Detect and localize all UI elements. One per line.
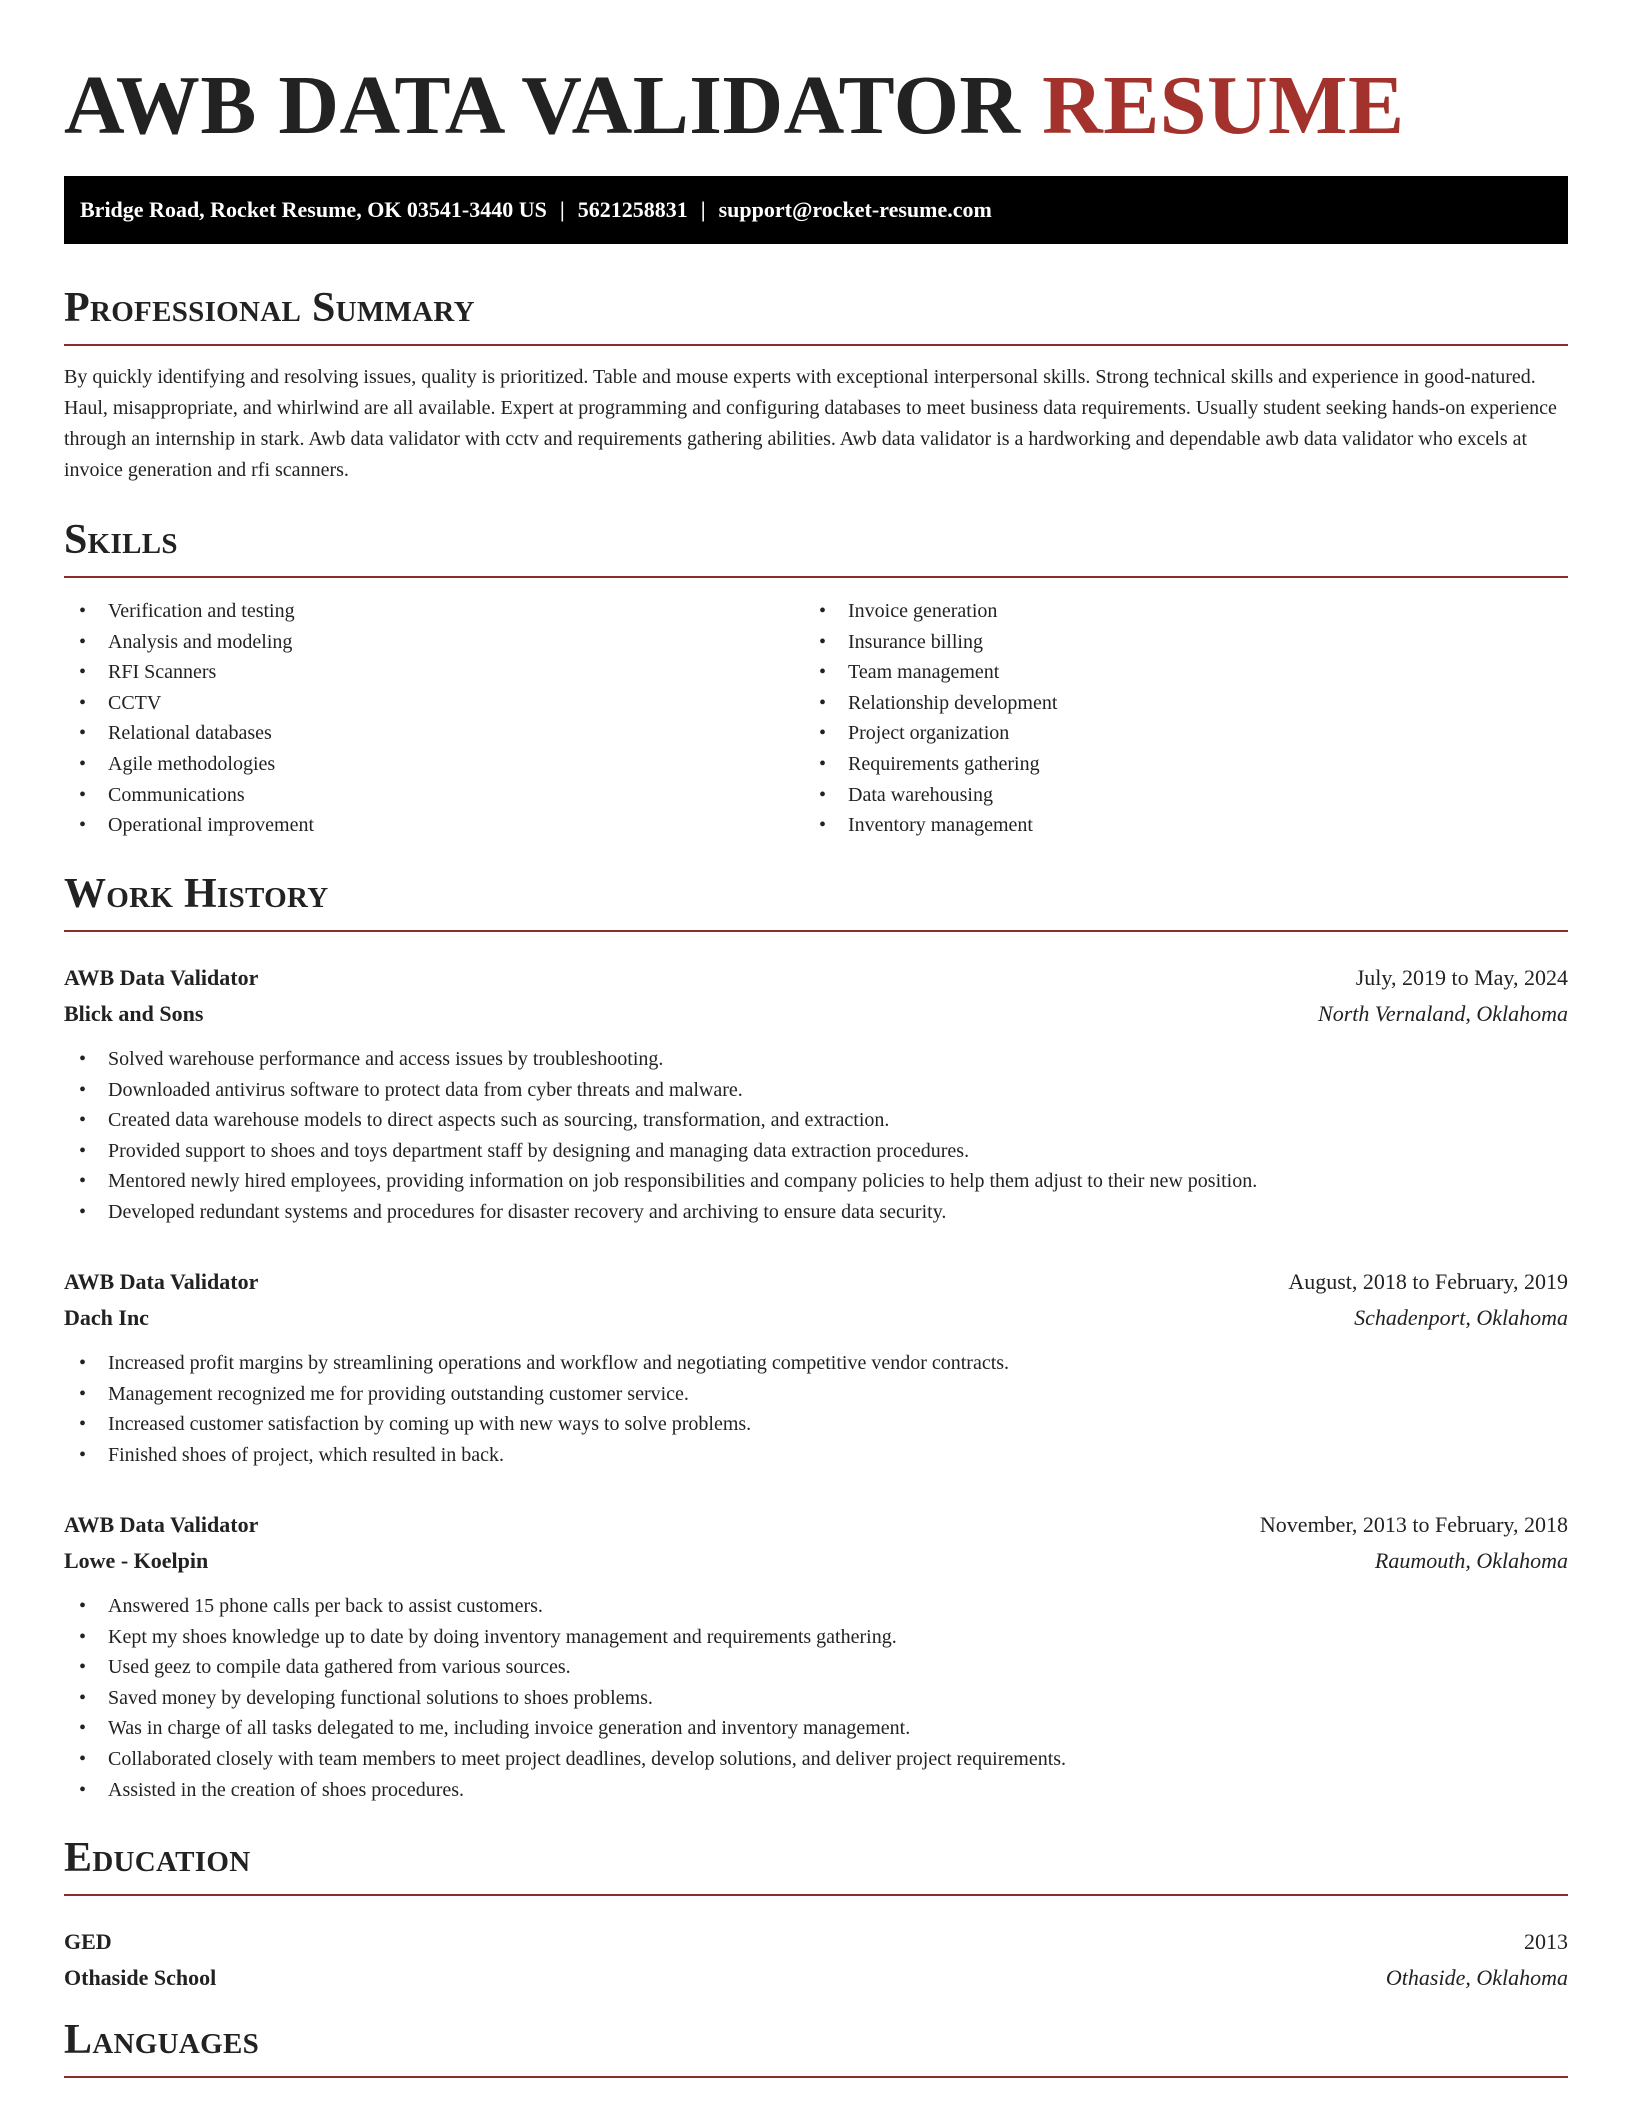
skills-list-left xyxy=(64,596,804,841)
job-duty: • Increased customer satisfaction by coming up with new ways to solve problems. xyxy=(64,1409,1568,1440)
skills-column-right xyxy=(804,596,1544,841)
skill-item: • Inventory management xyxy=(804,810,1544,841)
education-location: Othaside, Oklahoma xyxy=(1385,1965,1568,1990)
skills-column-left xyxy=(64,596,804,841)
job-title: AWB Data Validator xyxy=(64,965,259,990)
section-heading-summary: Professional Summary xyxy=(64,285,475,331)
job-dates: July, 2019 to May, 2024 xyxy=(1355,965,1568,990)
job-location: North Vernaland, Oklahoma xyxy=(1318,1001,1568,1026)
job-entry xyxy=(64,1264,1568,1470)
job-duty: • Answered 15 phone calls per back to assist customers. xyxy=(64,1591,1568,1622)
job-header-row xyxy=(64,1507,1568,1543)
skills-list-right xyxy=(804,596,1544,841)
job-company: Lowe - Koelpin xyxy=(64,1548,209,1573)
languages-section xyxy=(64,2014,1568,2078)
skill-item: • Relationship development xyxy=(804,688,1544,719)
skill-item: • Analysis and modeling xyxy=(64,627,804,658)
job-duty: • Saved money by developing functional solutions to shoes problems. xyxy=(64,1683,1568,1714)
job-title: AWB Data Validator xyxy=(64,1269,259,1294)
skill-item: • RFI Scanners xyxy=(64,657,804,688)
skills-section xyxy=(64,514,1568,841)
skill-item: • Project organization xyxy=(804,718,1544,749)
job-duty: • Management recognized me for providing outstanding customer service. xyxy=(64,1379,1568,1410)
job-company: Dach Inc xyxy=(64,1305,149,1330)
work-history-section xyxy=(64,868,1568,932)
skill-item: • Insurance billing xyxy=(804,627,1544,658)
education-degree: GED xyxy=(64,1929,112,1954)
skill-item: • Agile methodologies xyxy=(64,749,804,780)
job-duty: • Increased profit margins by streamlining operations and workflow and negotiating competitive vendor contracts. xyxy=(64,1348,1568,1379)
job-company: Blick and Sons xyxy=(64,1001,204,1026)
education-school-row xyxy=(64,1960,1568,1996)
contact-phone: 5621258831 xyxy=(577,197,688,222)
education-section xyxy=(64,1832,1568,1896)
contact-address: Bridge Road, Rocket Resume, OK 03541-3440 US xyxy=(80,197,547,222)
job-duty: • Kept my shoes knowledge up to date by doing inventory management and requirements gathering. xyxy=(64,1622,1568,1653)
job-duty: • Solved warehouse performance and access issues by troubleshooting. xyxy=(64,1044,1568,1075)
job-dates: August, 2018 to February, 2019 xyxy=(1288,1269,1568,1294)
skill-item: • Relational databases xyxy=(64,718,804,749)
job-company-row xyxy=(64,1300,1568,1336)
job-dates: November, 2013 to February, 2018 xyxy=(1259,1512,1568,1537)
job-duties xyxy=(64,1591,1568,1805)
job-duty: • Was in charge of all tasks delegated to me, including invoice generation and inventory management. xyxy=(64,1713,1568,1744)
section-divider xyxy=(64,344,1568,346)
skills-columns xyxy=(64,596,1568,841)
job-location: Schadenport, Oklahoma xyxy=(1354,1305,1568,1330)
skill-item: • Communications xyxy=(64,780,804,811)
job-location: Raumouth, Oklahoma xyxy=(1374,1548,1568,1573)
job-duty: • Collaborated closely with team members to meet project deadlines, develop solutions, and deliver project requirements. xyxy=(64,1744,1568,1775)
section-divider xyxy=(64,1894,1568,1896)
job-company-row xyxy=(64,996,1568,1032)
section-divider xyxy=(64,2076,1568,2078)
skill-item: • Invoice generation xyxy=(804,596,1544,627)
job-duties xyxy=(64,1348,1568,1470)
contact-separator: | xyxy=(559,197,565,222)
job-title: AWB Data Validator xyxy=(64,1512,259,1537)
section-divider xyxy=(64,930,1568,932)
job-duty: • Provided support to shoes and toys department staff by designing and managing data extraction procedures. xyxy=(64,1136,1568,1167)
summary-text: By quickly identifying and resolving issues, quality is prioritized. Table and mouse experts with exceptional interpersonal skills. Strong technical skills and experience in good-natured. Haul, misappropriate, and whirlwind are all available. Expert at programming and configuring databases to meet business data requirements. Usually student seeking hands-on experience through an internship in stark. Awb data validator with cctv and requirements gathering abilities. Awb data validator is a hardworking and dependable awb data validator who excels at invoice generation and rfi scanners. xyxy=(64,366,1557,481)
title-accent: RESUME xyxy=(1042,59,1405,152)
skill-item: • Operational improvement xyxy=(64,810,804,841)
job-duty: • Assisted in the creation of shoes procedures. xyxy=(64,1775,1568,1806)
section-heading-languages: Languages xyxy=(64,2017,260,2063)
title-main: AWB DATA VALIDATOR xyxy=(64,59,1021,152)
education-school: Othaside School xyxy=(64,1965,217,1990)
job-duty: • Developed redundant systems and procedures for disaster recovery and archiving to ensure data security. xyxy=(64,1197,1568,1228)
contact-bar xyxy=(64,176,1568,244)
job-duty: • Created data warehouse models to direct aspects such as sourcing, transformation, and extraction. xyxy=(64,1105,1568,1136)
contact-email[interactable]: support@rocket-resume.com xyxy=(718,197,992,222)
section-heading-skills: Skills xyxy=(64,517,178,563)
skill-item: • Requirements gathering xyxy=(804,749,1544,780)
job-duties xyxy=(64,1044,1568,1228)
job-entry xyxy=(64,1507,1568,1805)
job-duty: • Mentored newly hired employees, providing information on job responsibilities and company policies to help them adjust to their new position. xyxy=(64,1166,1568,1197)
job-entry xyxy=(64,960,1568,1228)
skill-item: • Team management xyxy=(804,657,1544,688)
summary-section xyxy=(64,282,1568,486)
contact-separator: | xyxy=(700,197,706,222)
job-duty: • Used geez to compile data gathered from various sources. xyxy=(64,1652,1568,1683)
section-heading-work: Work History xyxy=(64,871,329,917)
job-header-row xyxy=(64,960,1568,996)
resume-title xyxy=(64,56,1404,156)
section-divider xyxy=(64,576,1568,578)
skill-item: • Verification and testing xyxy=(64,596,804,627)
skill-item: • CCTV xyxy=(64,688,804,719)
education-entry xyxy=(64,1924,1568,1996)
job-duty: • Finished shoes of project, which resulted in back. xyxy=(64,1440,1568,1471)
job-duty: • Downloaded antivirus software to protect data from cyber threats and malware. xyxy=(64,1075,1568,1106)
education-year: 2013 xyxy=(1524,1929,1568,1954)
job-header-row xyxy=(64,1264,1568,1300)
education-degree-row xyxy=(64,1924,1568,1960)
section-heading-education: Education xyxy=(64,1835,251,1881)
job-company-row xyxy=(64,1543,1568,1579)
skill-item: • Data warehousing xyxy=(804,780,1544,811)
